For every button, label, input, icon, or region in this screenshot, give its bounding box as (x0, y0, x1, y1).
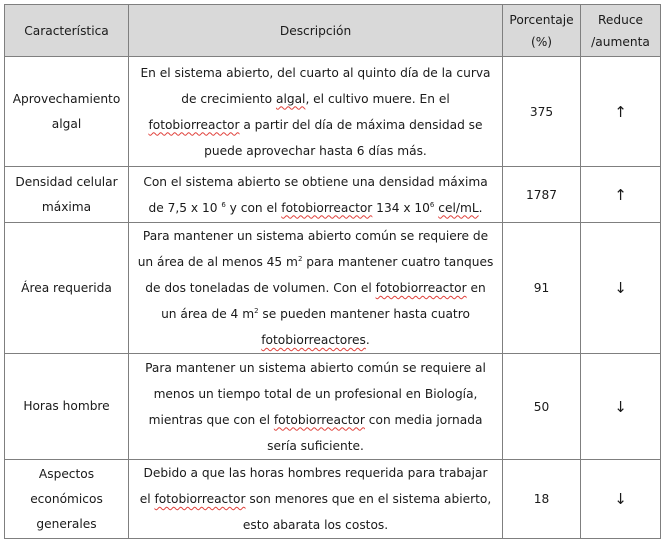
description-cell: Con el sistema abierto se obtiene una densidad máxima de 7,5 x 10 $^6$ y con el fotobiorreactor 134 x $10^6$ cel/mL. (129, 167, 503, 223)
trend-arrow-icon: ↓ (581, 223, 661, 354)
table-row (5, 354, 661, 460)
trend-arrow-icon: ↓ (581, 354, 661, 460)
superscript: 2 (297, 254, 303, 263)
table-row (5, 223, 661, 354)
superscript: 2 (254, 306, 259, 315)
table-row (5, 460, 661, 539)
percentage-cell: 1787 (503, 167, 581, 223)
spellcheck-word: fotobiorreactor (273, 412, 365, 427)
feature-cell: Área requerida (5, 223, 129, 354)
trend-arrow-icon: ↓ (581, 460, 661, 539)
spellcheck-word: algal (275, 91, 306, 106)
header-feature: Característica (5, 5, 129, 57)
header-trend: Reduce /aumenta (581, 5, 661, 57)
percentage-cell: 91 (503, 223, 581, 354)
spellcheck-word: fotobiorreactores (261, 333, 366, 347)
header-description: Descripción (129, 5, 503, 57)
feature-cell: Horas hombre (5, 354, 129, 460)
spellcheck-word: fotobiorreactor (281, 200, 373, 215)
description-cell: En el sistema abierto, del cuarto al quinto día de la curva de crecimiento algal, el cultivo muere. En el fotobiorreactor a partir del día de máxima densidad se puede aprovechar hasta 6 días más. (129, 57, 503, 167)
superscript: 6 (429, 200, 435, 209)
description-cell: Para mantener un sistema abierto común se requiere al menos un tiempo total de un profesional en Biología, mientras que con el fotobiorreactor con media jornada sería suficiente. (129, 354, 503, 460)
feature-cell: Densidad celular máxima (5, 167, 129, 223)
spellcheck-word: fotobiorreactor (148, 117, 240, 132)
trend-arrow-icon: ↑ (581, 57, 661, 167)
header-row (5, 5, 661, 57)
description-cell: Debido a que las horas hombres requerida para trabajar el fotobiorreactor son menores que en el sistema abierto, esto abarata los costos. (129, 460, 503, 539)
comparison-table (4, 4, 661, 539)
header-percentage: Porcentaje (%) (503, 5, 581, 57)
trend-arrow-icon: ↑ (581, 167, 661, 223)
spellcheck-word: cel/mL (438, 200, 479, 215)
table-row (5, 57, 661, 167)
percentage-cell: 50 (503, 354, 581, 460)
spellcheck-word: fotobiorreactor (154, 492, 246, 506)
description-cell: Para mantener un sistema abierto común se requiere de un área de al menos 45 $m^2$ para mantener cuatro tanques de dos toneladas de volumen. Con el fotobiorreactor en un área de 4 $m^2$ se pueden mantener hasta cuatro fotobiorreactores. (129, 223, 503, 354)
spellcheck-word: fotobiorreactor (375, 281, 467, 295)
percentage-cell: 18 (503, 460, 581, 539)
feature-cell: Aspectos económicos generales (5, 460, 129, 539)
feature-cell: Aprovechamiento algal (5, 57, 129, 167)
table-row (5, 167, 661, 223)
superscript: 6 (221, 200, 226, 209)
percentage-cell: 375 (503, 57, 581, 167)
